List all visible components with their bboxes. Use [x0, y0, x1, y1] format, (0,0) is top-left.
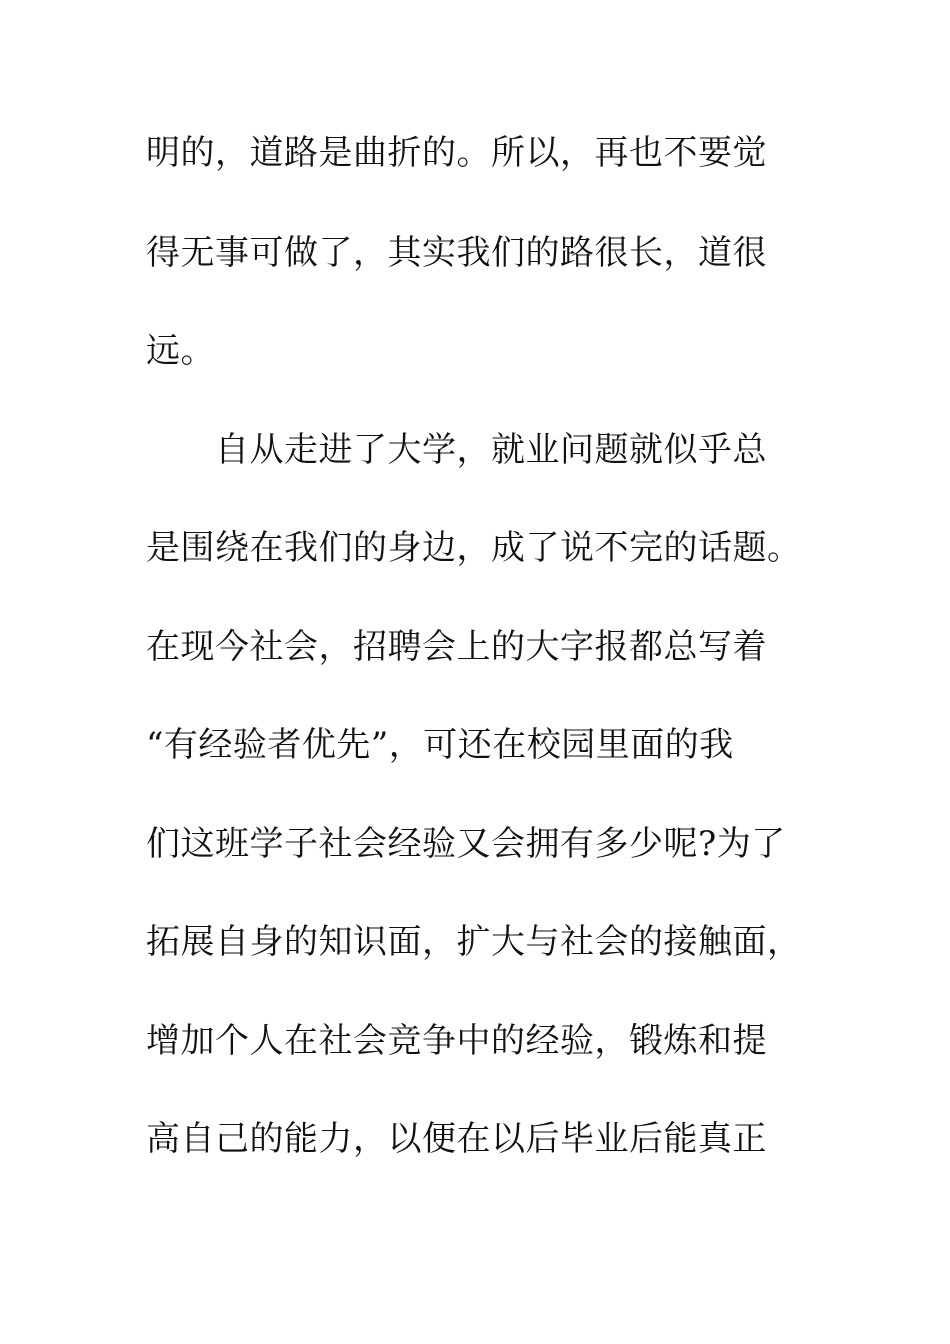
- text-line: 得无事可做了，其实我们的路很长，道很: [146, 233, 767, 273]
- text-line: “有经验者优先”，可还在校园里面的我: [146, 725, 734, 765]
- text-line: 高自己的能力，以便在以后毕业后能真正: [146, 1119, 767, 1159]
- text-line: 远。: [146, 331, 215, 371]
- text-line: 是围绕在我们的身边，成了说不完的话题。: [146, 528, 802, 568]
- text-line: 们这班学子社会经验又会拥有多少呢?为了: [146, 824, 786, 864]
- text-line: 增加个人在社会竞争中的经验，锻炼和提: [146, 1021, 767, 1061]
- text-line: 明的，道路是曲折的。所以，再也不要觉: [146, 133, 767, 173]
- text-line: 拓展自身的知识面，扩大与社会的接触面，: [146, 922, 802, 962]
- paragraph-start-line: 自从走进了大学，就业问题就似乎总: [146, 430, 767, 470]
- text-line: 在现今社会，招聘会上的大字报都总写着: [146, 627, 767, 667]
